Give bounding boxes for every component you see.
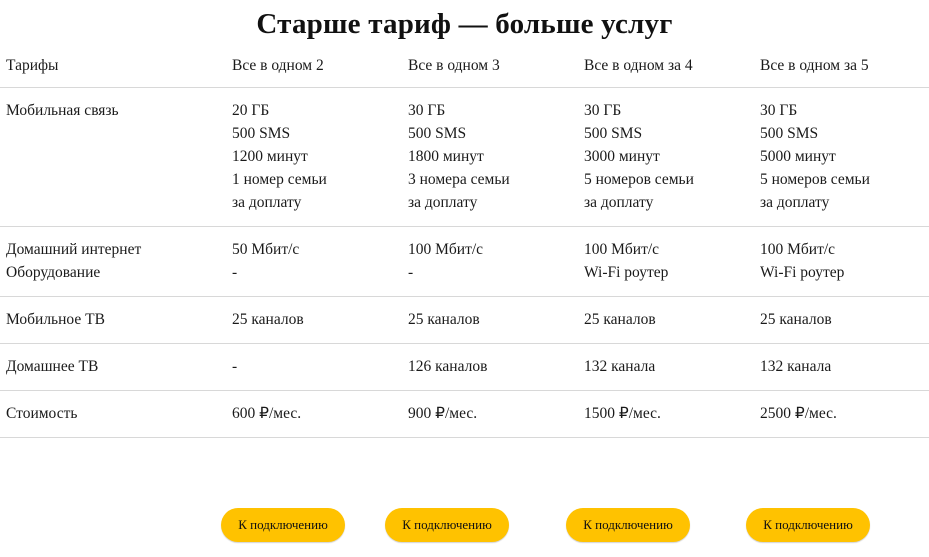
connect-button-plan-4[interactable]: К подключению	[746, 508, 870, 542]
cell-line: 100 Мбит/с	[584, 241, 660, 258]
cell-line: 1 номер семьи	[232, 171, 327, 188]
row-label	[0, 88, 226, 227]
column-header-plan-2: Все в одном 3	[402, 47, 578, 88]
table-row	[0, 391, 929, 438]
row-label	[0, 297, 226, 344]
cell-line: 20 ГБ	[232, 102, 270, 119]
row-label	[0, 227, 226, 297]
table-row	[0, 88, 929, 227]
row-cell	[754, 297, 929, 344]
column-header-plan-1: Все в одном 2	[226, 47, 402, 88]
cell-line: 132 канала	[760, 358, 832, 375]
cell-line: 1500 ₽/мес.	[584, 405, 661, 422]
tariff-table	[0, 47, 929, 438]
row-cell	[402, 344, 578, 391]
row-cell	[226, 88, 402, 227]
row-cell	[578, 297, 754, 344]
cell-line: 500 SMS	[760, 125, 819, 142]
cell-line: -	[408, 264, 414, 281]
cell-line: 126 каналов	[408, 358, 488, 375]
row-label-line: Мобильная связь	[6, 102, 119, 119]
page-title: Старше тариф — больше услуг	[256, 8, 673, 40]
cell-line: 30 ГБ	[584, 102, 622, 119]
cell-line: 500 SMS	[232, 125, 291, 142]
row-label	[0, 391, 226, 438]
row-cell	[226, 391, 402, 438]
row-cell	[578, 391, 754, 438]
cell-line: 132 канала	[584, 358, 656, 375]
cell-line: 1200 минут	[232, 148, 308, 165]
cell-line: 900 ₽/мес.	[408, 405, 478, 422]
row-cell	[402, 88, 578, 227]
row-label-line: Домашнее ТВ	[6, 358, 99, 375]
cta-button-row	[0, 508, 929, 557]
connect-button-plan-3[interactable]: К подключению	[566, 508, 690, 542]
cell-line: за доплату	[760, 194, 830, 211]
row-cell	[402, 297, 578, 344]
cell-line: Wi-Fi роутер	[584, 264, 669, 281]
table-row	[0, 227, 929, 297]
cell-line: 50 Мбит/с	[232, 241, 300, 258]
cell-line: -	[232, 264, 238, 281]
column-header-label: Тарифы	[0, 47, 226, 88]
cell-line: 5 номеров семьи	[584, 171, 694, 188]
cell-line: 3 номера семьи	[408, 171, 510, 188]
cell-line: 5 номеров семьи	[760, 171, 870, 188]
connect-button-plan-2[interactable]: К подключению	[385, 508, 509, 542]
row-label-line: Мобильное ТВ	[6, 311, 105, 328]
cell-line: 2500 ₽/мес.	[760, 405, 837, 422]
row-cell	[226, 344, 402, 391]
connect-button-plan-1[interactable]: К подключению	[221, 508, 345, 542]
column-header-plan-4: Все в одном за 5	[754, 47, 929, 88]
row-cell	[402, 391, 578, 438]
column-header-plan-3: Все в одном за 4	[578, 47, 754, 88]
row-cell	[226, 227, 402, 297]
cell-line: Wi-Fi роутер	[760, 264, 845, 281]
cell-line: 100 Мбит/с	[760, 241, 836, 258]
row-label-line: Стоимость	[6, 405, 78, 422]
cell-line: 30 ГБ	[408, 102, 446, 119]
table-row	[0, 344, 929, 391]
cell-line: -	[232, 358, 238, 375]
cell-line: за доплату	[232, 194, 302, 211]
row-cell	[402, 227, 578, 297]
row-cell	[754, 227, 929, 297]
cell-line: 25 каналов	[760, 311, 832, 328]
row-cell	[754, 88, 929, 227]
row-cell	[754, 344, 929, 391]
row-cell	[226, 297, 402, 344]
row-cell	[754, 391, 929, 438]
cell-line: 500 SMS	[584, 125, 643, 142]
row-cell	[578, 88, 754, 227]
cell-line: 1800 минут	[408, 148, 484, 165]
table-row	[0, 297, 929, 344]
table-header-row	[0, 47, 929, 88]
row-cell	[578, 344, 754, 391]
cell-line: 25 каналов	[408, 311, 480, 328]
cell-line: 500 SMS	[408, 125, 467, 142]
cell-line: 100 Мбит/с	[408, 241, 484, 258]
cell-line: 3000 минут	[584, 148, 660, 165]
cell-line: 25 каналов	[232, 311, 304, 328]
cell-line: за доплату	[584, 194, 654, 211]
cell-line: 5000 минут	[760, 148, 836, 165]
row-label-line: Домашний интернет	[6, 241, 142, 258]
cell-line: 25 каналов	[584, 311, 656, 328]
cell-line: за доплату	[408, 194, 478, 211]
cell-line: 30 ГБ	[760, 102, 798, 119]
row-label	[0, 344, 226, 391]
row-label-line: Оборудование	[6, 264, 101, 281]
cell-line: 600 ₽/мес.	[232, 405, 302, 422]
row-cell	[578, 227, 754, 297]
